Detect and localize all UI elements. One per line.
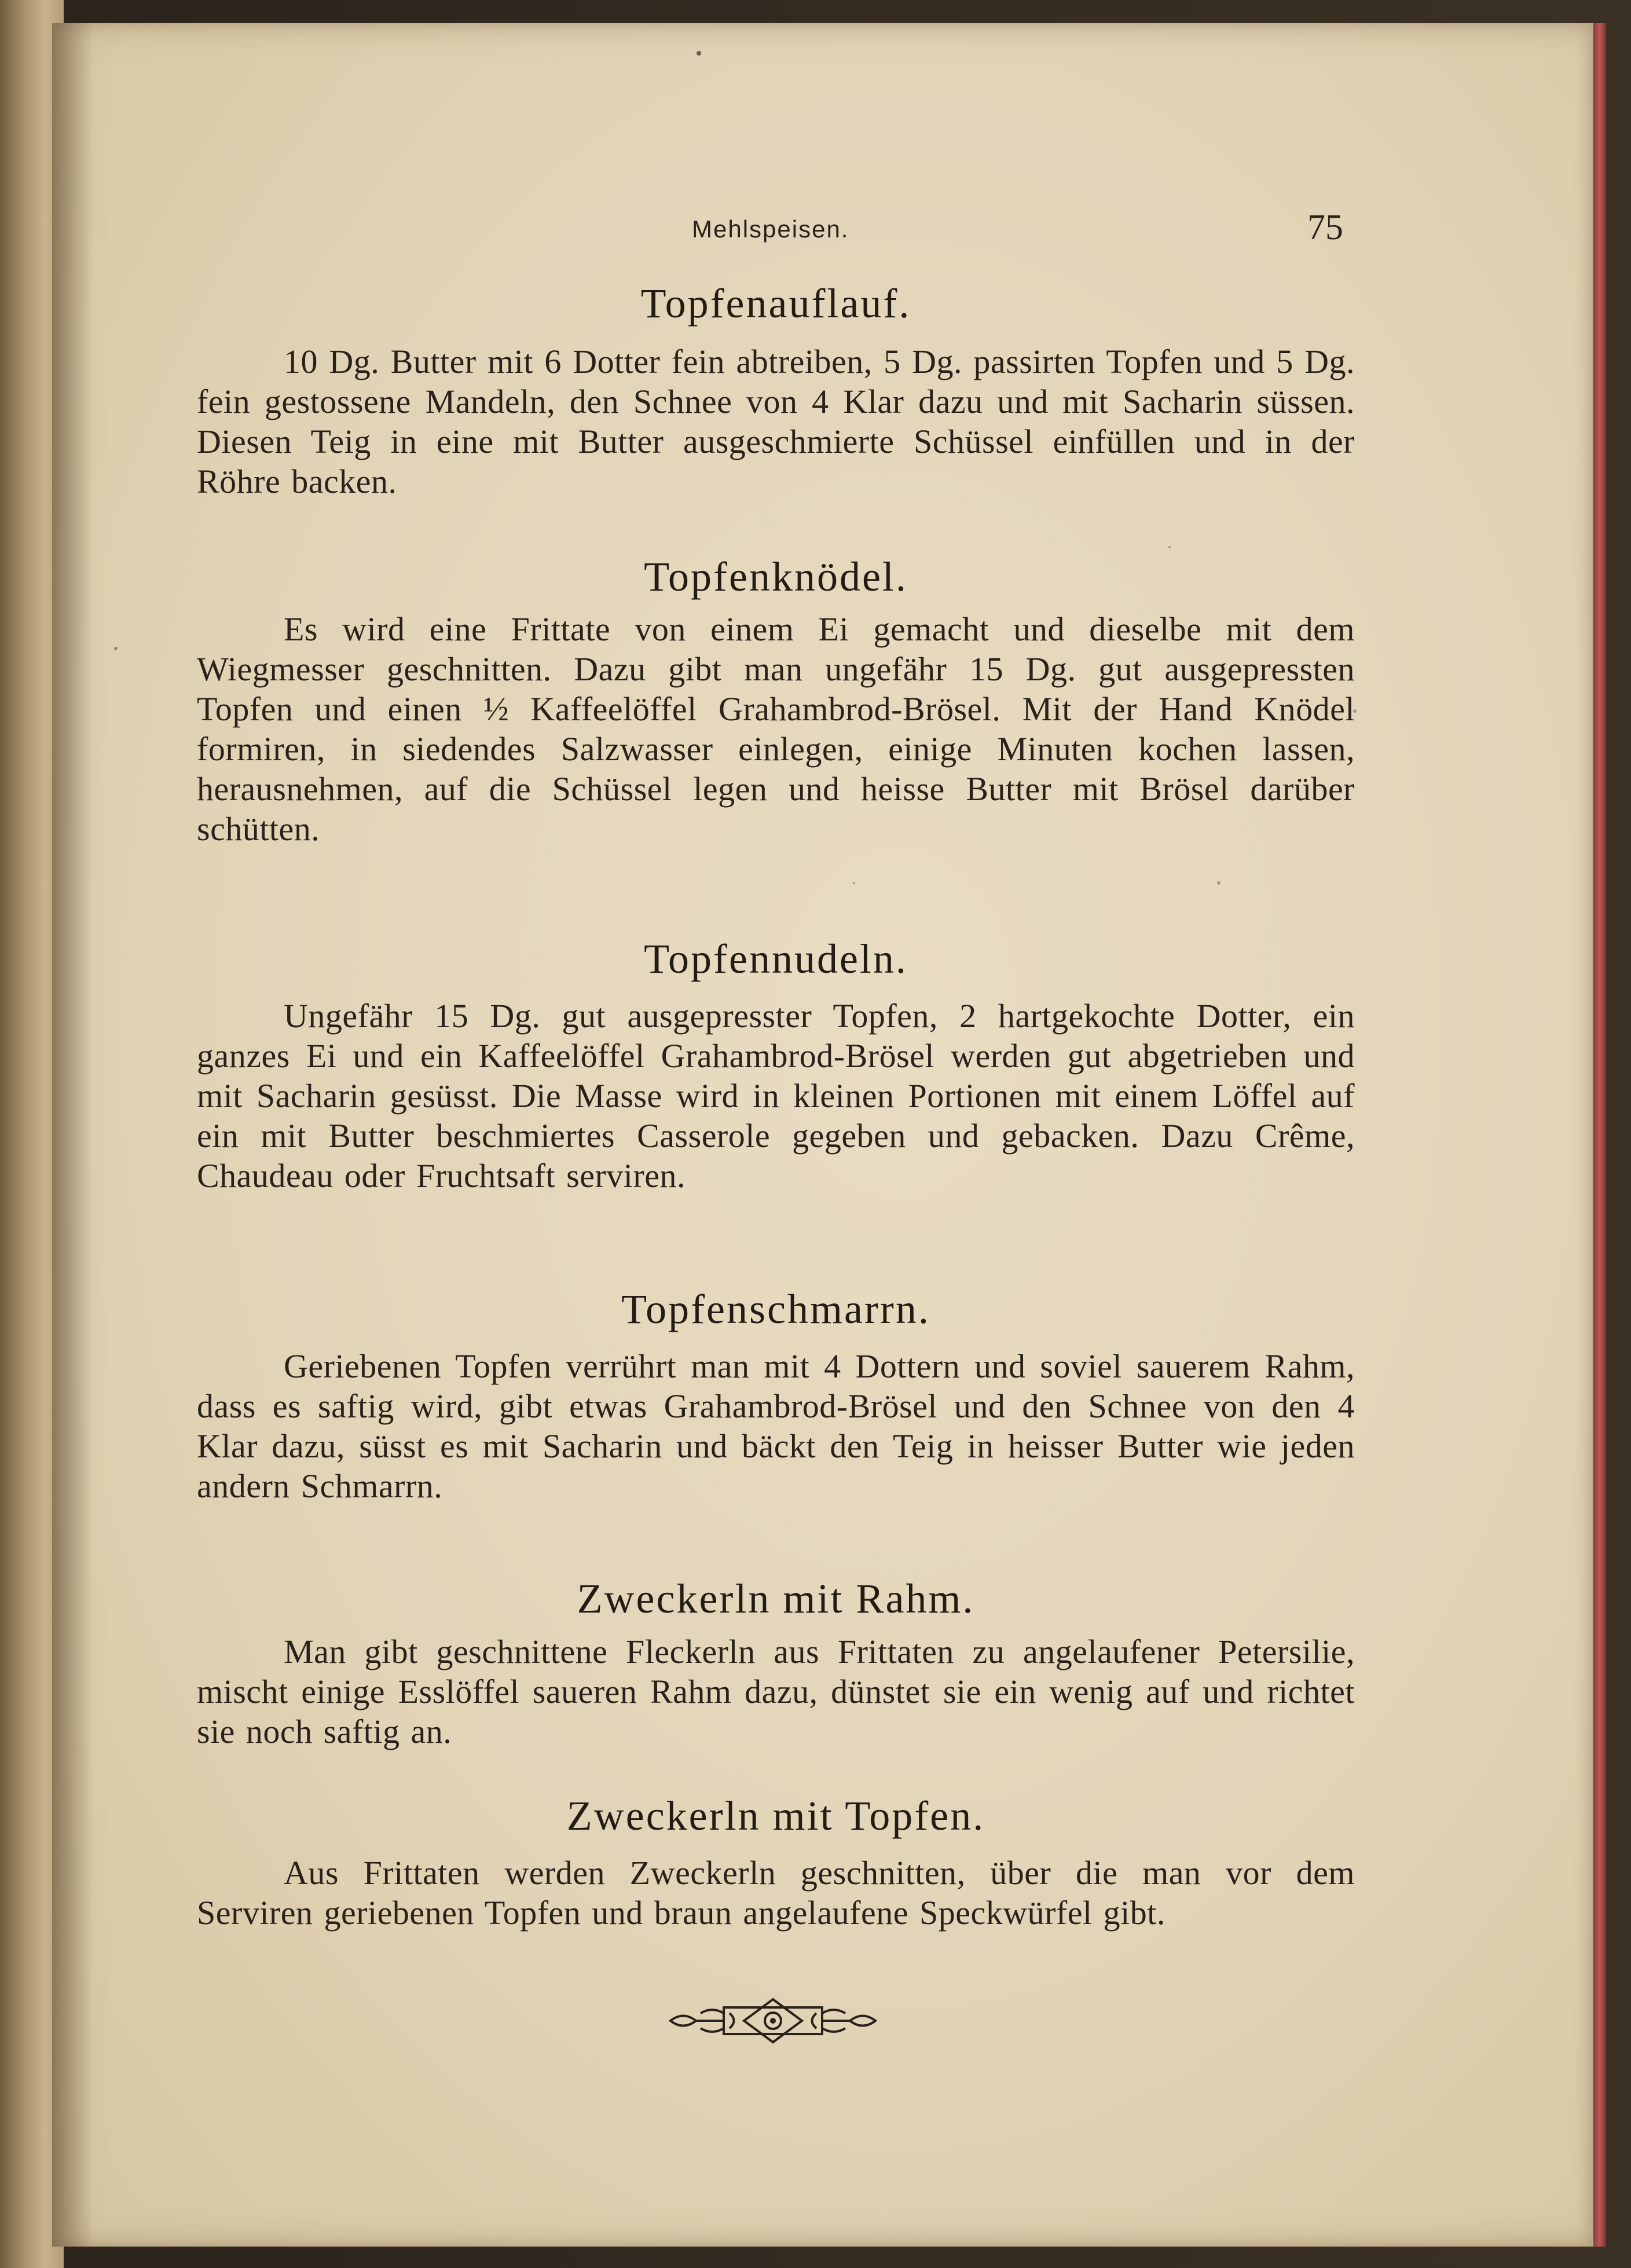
tailpiece-ornament-icon [666, 1995, 880, 2047]
recipe-body-topfennudeln [197, 996, 1355, 1196]
recipe-title-zweckerln-mit-topfen: Zweckerln mit Topfen. [566, 1793, 985, 1839]
recipe-body-topfenknoedel [197, 609, 1355, 849]
recipe-body-zweckerln-mit-topfen [197, 1853, 1355, 1933]
recipe-text: Geriebenen Topfen verrührt man mit 4 Dottern und soviel sauerem Rahm, dass es saftig wird, gibt etwas Grahambrod-Brösel und den Schnee von den 4 Klar dazu, süsst es mit Sacharin und bäckt den Teig in heisser Butter wie jeden andern Schmarrn. [197, 1347, 1355, 1505]
recipe-text: Ungefähr 15 Dg. gut ausgepresster Topfen, 2 hartgekochte Dotter, ein ganzes Ei und ein Kaffeelöffel Grahambrod-Brösel werden gut abgetrieben und mit Sacharin gesüsst. Die Masse wird in kleinen Portionen mit einem Löffel auf ein mit Butter beschmiertes Casserole gegeben und gebacken. Dazu Crême, Chaudeau oder Fruchtsaft serviren. [197, 997, 1355, 1195]
recipe-text: Aus Frittaten werden Zweckerln geschnitten, über die man vor dem Serviren geriebenen Topfen und braun angelaufene Speckwürfel gibt. [197, 1854, 1355, 1932]
recipe-body-zweckerln-mit-rahm [197, 1632, 1355, 1752]
recipe-title-topfenschmarrn: Topfenschmarrn. [621, 1286, 930, 1332]
gutter-shadow [52, 23, 93, 2247]
recipe-title-zweckerln-mit-rahm: Zweckerln mit Rahm. [577, 1575, 975, 1622]
recipe-body-topfenauflauf [197, 342, 1355, 501]
recipe-body-topfenschmarrn [197, 1346, 1355, 1506]
running-head: Mehlspeisen. [692, 215, 849, 243]
recipe-title-topfennudeln: Topfennudeln. [644, 936, 908, 982]
recipe-text: 10 Dg. Butter mit 6 Dotter fein abtreiben, 5 Dg. passirten Topfen und 5 Dg. fein gestossene Mandeln, den Schnee von 4 Klar dazu und mit Sacharin süssen. Diesen Teig in eine mit Butter ausgeschmierte Schüssel einfüllen und in der Röhre backen. [197, 343, 1355, 500]
recipe-title-topfenauflauf: Topfenauflauf. [640, 280, 911, 327]
red-page-edge [1593, 23, 1606, 2247]
recipe-text: Es wird eine Frittate von einem Ei gemacht und dieselbe mit dem Wiegmesser geschnitten. Dazu gibt man ungefähr 15 Dg. gut ausgepressten Topfen und einen ½ Kaffeelöffel Grahambrod-Brösel. Mit der Hand Knödel formiren, in siedendes Salzwasser einlegen, einige Minuten kochen lassen, herausnehmen, auf die Schüssel legen und heisse Butter mit Brösel darüber schütten. [197, 610, 1355, 848]
page-number: 75 [1307, 208, 1343, 247]
recipe-text: Man gibt geschnittene Fleckerln aus Frittaten zu angelaufener Petersilie, mischt einige Esslöffel saueren Rahm dazu, dünstet sie ein wenig auf und richtet sie noch saftig an. [197, 1633, 1355, 1750]
recipe-title-topfenknoedel: Topfenknödel. [644, 554, 908, 600]
